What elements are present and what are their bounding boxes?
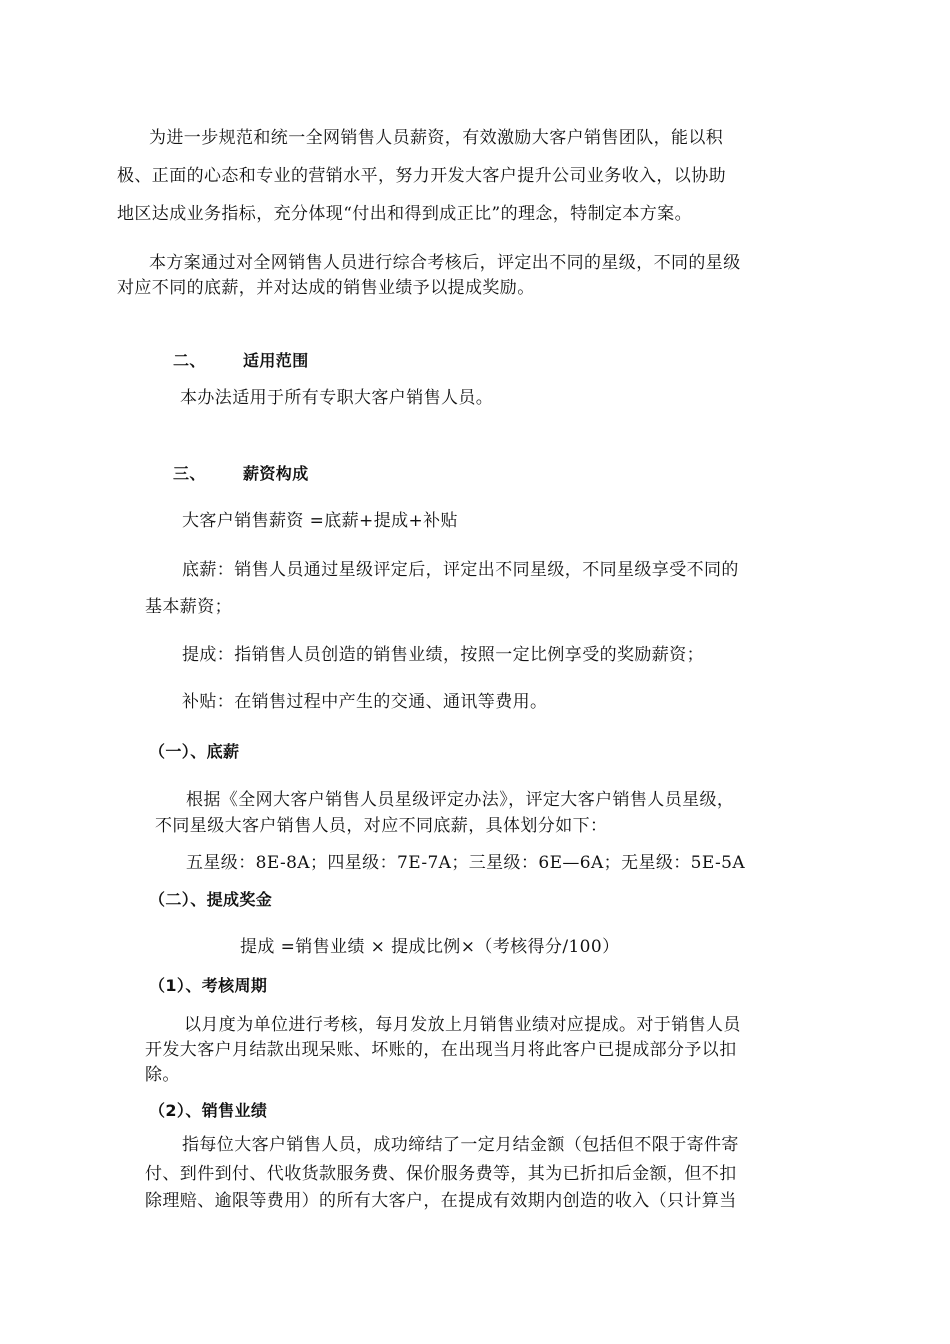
salary-formula: 大客户销售薪资 =底薪+提成+补贴 — [182, 511, 458, 531]
base-salary-line2: 基本薪资； — [145, 597, 232, 617]
item2-line2: 付、到件到付、代收货款服务费、保价服务费等，其为已折扣后金额，但不扣 — [145, 1164, 737, 1184]
sub1-line1: 根据《全网大客户销售人员星级评定办法》，评定大客户销售人员星级， — [186, 790, 735, 810]
item1-line3: 除。 — [145, 1065, 180, 1085]
item1-line2: 开发大客户月结款出现呆账、坏账的，在出现当月将此客户已提成部分予以扣 — [145, 1040, 737, 1060]
sub1-heading: （一）、底薪 — [149, 742, 240, 761]
item1-heading: （1）、考核周期 — [149, 976, 268, 995]
item2-heading: （2）、销售业绩 — [149, 1101, 268, 1120]
intro-para1-line1: 为进一步规范和统一全网销售人员薪资，有效激励大客户销售团队，能以积 — [149, 128, 724, 148]
section2-body: 本办法适用于所有专职大客户销售人员。 — [180, 388, 494, 408]
base-salary-line1: 底薪：销售人员通过星级评定后，评定出不同星级，不同星级享受不同的 — [182, 560, 739, 580]
sub1-line2: 不同星级大客户销售人员，对应不同底薪，具体划分如下： — [155, 816, 608, 836]
intro-para1-line2: 极、正面的心态和专业的营销水平，努力开发大客户提升公司业务收入，以协助 — [117, 166, 726, 186]
section2-title: 适用范围 — [243, 351, 309, 370]
commission-formula: 提成 =销售业绩 × 提成比例×（考核得分/100） — [240, 937, 620, 957]
section3-number: 三、 — [173, 464, 206, 483]
section3-title: 薪资构成 — [243, 464, 309, 483]
item1-line1: 以月度为单位进行考核，每月发放上月销售业绩对应提成。对于销售人员 — [184, 1015, 741, 1035]
intro-para2-line1: 本方案通过对全网销售人员进行综合考核后，评定出不同的星级，不同的星级 — [149, 253, 741, 273]
subsidy-definition: 补贴：在销售过程中产生的交通、通讯等费用。 — [182, 692, 548, 712]
star-level-salaries: 五星级：8E-8A；四星级：7E-7A；三星级：6E—6A；无星级：5E-5A — [186, 853, 746, 873]
intro-para1-line3: 地区达成业务指标，充分体现“付出和得到成正比”的理念，特制定本方案。 — [117, 204, 692, 224]
section2-number: 二、 — [173, 351, 206, 370]
item2-line3: 除理赔、逾限等费用）的所有大客户，在提成有效期内创造的收入（只计算当 — [145, 1191, 737, 1211]
intro-para2-line2: 对应不同的底薪，并对达成的销售业绩予以提成奖励。 — [117, 278, 535, 298]
sub2-heading: （二）、提成奖金 — [149, 890, 273, 909]
commission-definition: 提成：指销售人员创造的销售业绩，按照一定比例享受的奖励薪资； — [182, 645, 704, 665]
item2-line1: 指每位大客户销售人员，成功缔结了一定月结金额（包括但不限于寄件寄 — [182, 1135, 739, 1155]
